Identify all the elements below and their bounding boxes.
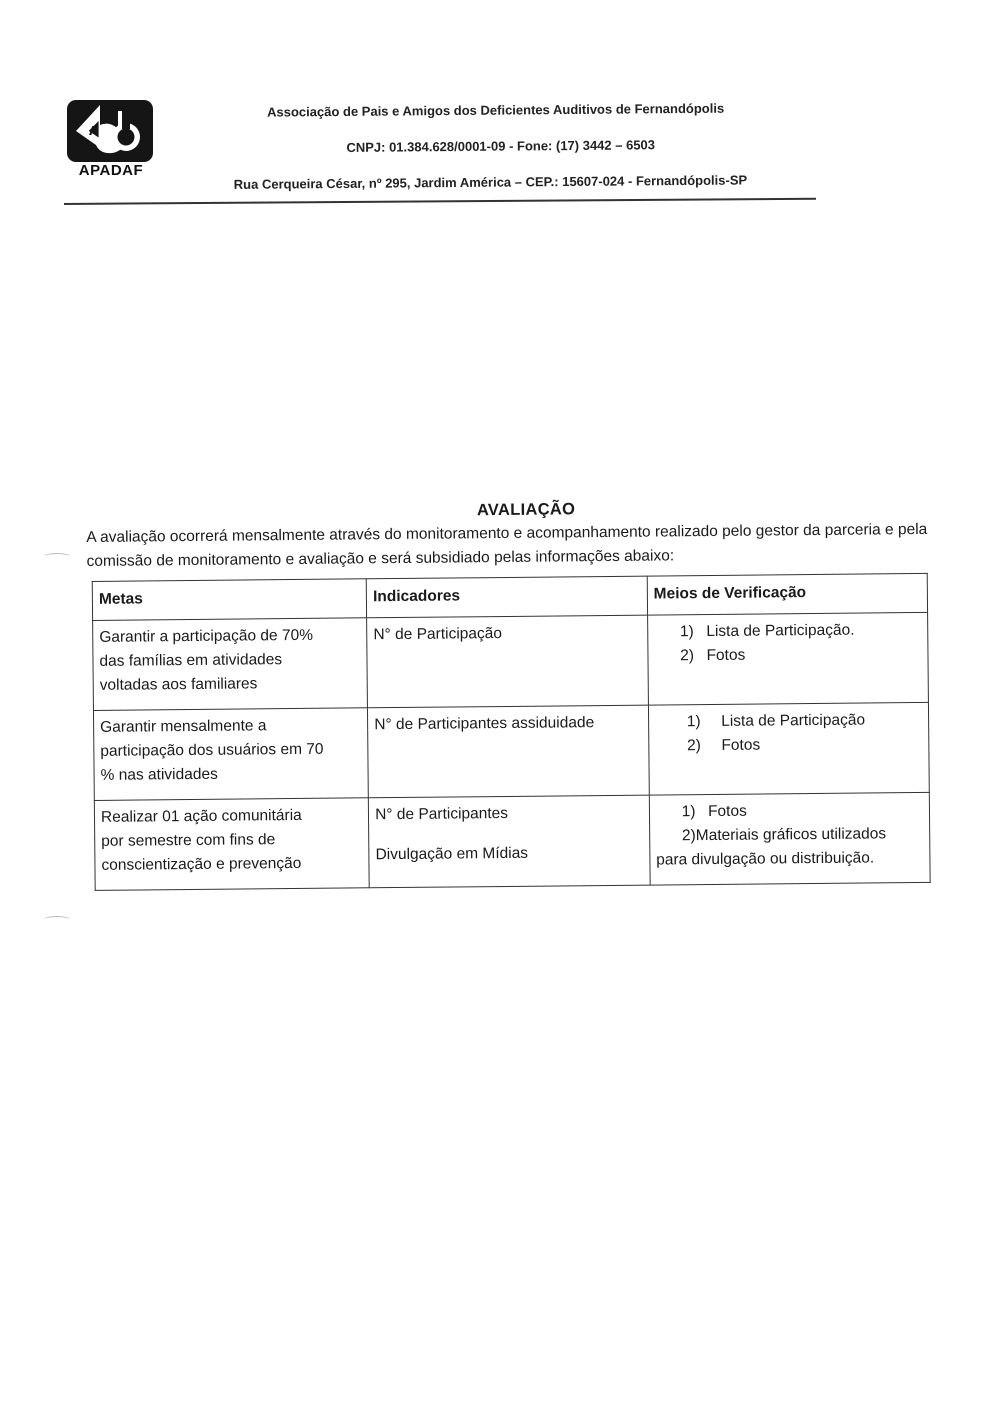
verification-item: 2)Materiais gráficos utilizados: [681, 825, 887, 845]
meta-cell: [93, 618, 368, 711]
organization-address: Rua Cerqueira César, nº 295, Jardim América – CEP.: 15607-024 - Fernandópolis-SP: [233, 172, 748, 192]
evaluation-table: [92, 573, 931, 891]
indicator-line: N° de Participantes: [375, 804, 509, 824]
meta-line: % nas atividades: [100, 765, 218, 784]
meta-line: conscientização e prevenção: [101, 854, 302, 874]
apadaf-logo: [66, 99, 156, 181]
verification-item: 1) Fotos: [681, 802, 747, 821]
meta-line: das famílias em atividades: [99, 651, 283, 670]
verification-item: 1) Lista de Participação: [686, 711, 866, 731]
verification-item: 2) Fotos: [687, 736, 761, 755]
meta-line: voltadas aos familiares: [99, 675, 258, 694]
meta-line: Realizar 01 ação comunitária: [100, 806, 302, 826]
meta-cell: [93, 708, 368, 801]
indicator-line: Divulgação em Mídias: [375, 844, 529, 864]
meta-line: por semestre com fins de: [101, 831, 276, 850]
indicator-cell: [367, 615, 648, 708]
organization-name: Associação de Pais e Amigos dos Deficientes Auditivos de Fernandópolis: [267, 100, 725, 120]
table-row: [94, 792, 930, 890]
indicator-line: N° de Participantes assiduidade: [374, 714, 595, 734]
table-row: [93, 612, 929, 710]
section-title: AVALIAÇÃO: [476, 500, 576, 520]
meta-line: Garantir mensalmente a: [100, 717, 267, 736]
verification-cell: [649, 792, 930, 885]
meta-line: participação dos usuários em 70: [100, 740, 324, 760]
column-header-meios: Meios de Verificação: [647, 573, 928, 615]
header-divider: [64, 198, 816, 205]
verification-cell: [647, 612, 928, 705]
margin-mark: [44, 553, 70, 560]
indicator-line: N° de Participação: [373, 625, 503, 644]
organization-contact: CNPJ: 01.384.628/0001-09 - Fone: (17) 3442 – 6503: [346, 137, 656, 155]
margin-mark: [44, 916, 70, 923]
verification-item: 2) Fotos: [680, 646, 746, 665]
meta-line: Garantir a participação de 70%: [99, 626, 314, 646]
column-header-metas: Metas: [92, 579, 367, 621]
verification-continuation: para divulgação ou distribuição.: [656, 849, 875, 869]
meta-cell: [94, 798, 369, 891]
letterhead: [225, 95, 825, 192]
ear-logo-icon: [66, 99, 154, 163]
table-row: [93, 702, 929, 800]
evaluation-section: [86, 497, 937, 874]
intro-paragraph: A avaliação ocorrerá mensalmente através do monitoramento e acompanhamento realizado pelo gestor da parceria e pela comissão de monitoramento e avaliação e será subsidiado pelas informações abaixo:: [86, 520, 928, 570]
indicator-cell: [368, 795, 649, 888]
column-header-indicadores: Indicadores: [366, 576, 647, 618]
verification-item: 1) Lista de Participação.: [679, 621, 855, 641]
svg-text:A: A: [89, 124, 99, 138]
logo-text: APADAF: [78, 162, 144, 179]
indicator-cell: [368, 705, 649, 798]
verification-cell: [648, 702, 929, 795]
